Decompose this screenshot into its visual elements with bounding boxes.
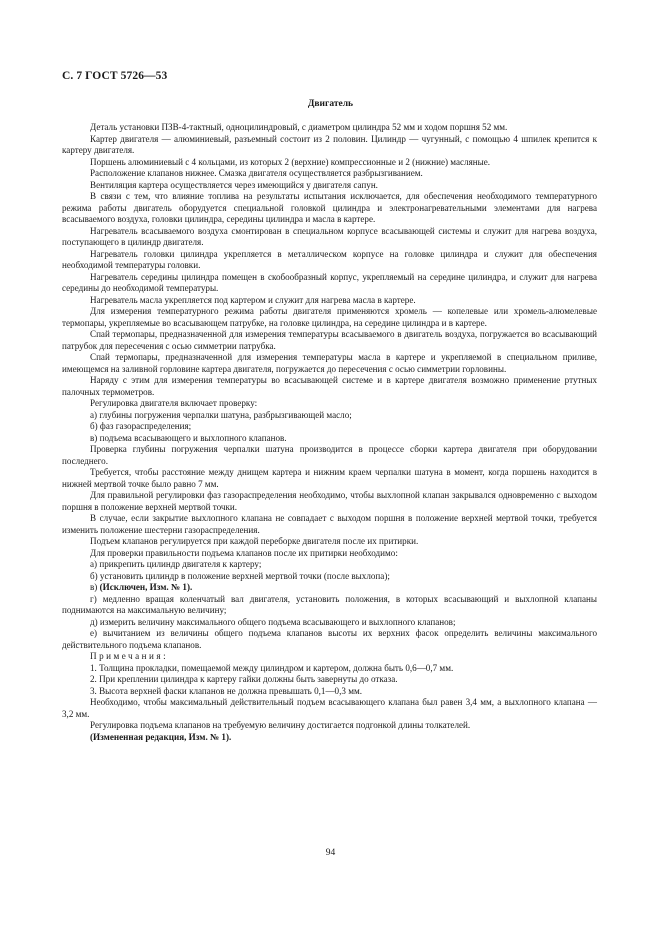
list-item: б) фаз газораспределения; bbox=[90, 421, 192, 431]
list-item: г) медленно вращая коленчатый вал двигателя, установить положения, в которых всасывающий и выхлопной клапаны поднимаются на максимальную величину; bbox=[62, 593, 597, 615]
paragraph: Для измерения температурного режима работы двигателя применяются хромель — копелевые или хромель-алюмелевые термопары, укрепляемые во всасывающем патрубке, на головке цилиндра, на середине цилиндра и в картере. bbox=[62, 306, 597, 328]
paragraph: Спай термопары, предназначенной для измерения температуры всасываемого в двигатель воздуха, погружается во всасывающий патрубок для пересечения с осью симметрии патрубка. bbox=[62, 329, 597, 351]
paragraph: Для проверки правильности подъема клапанов после их притирки необходимо: bbox=[90, 547, 398, 558]
note-item: 2. При креплении цилиндра к картеру гайки должны быть завернуты до отказа. bbox=[90, 674, 398, 684]
note-item: 3. Высота верхней фаски клапанов не должна превышать 0,1—0,3 мм. bbox=[90, 685, 362, 696]
list-item: д) измерить величину максимального общего подъема всасывающего и выхлопного клапанов; bbox=[90, 616, 456, 627]
page-number: 94 bbox=[325, 848, 336, 858]
paragraph: Картер двигателя — алюминиевый, разъемный состоит из 2 половин. Цилиндр — чугунный, с помощью 4 шпилек крепится к картеру двигателя. bbox=[62, 133, 597, 155]
list-item: е) вычитанием из величины общего подъема клапанов высоты их верхних фасок определить величины максимального действительного подъема клапанов. bbox=[62, 628, 597, 650]
paragraph: В связи с тем, что влияние топлива на результаты испытания исключается, для обеспечения необходимого температурного режима работы двигатель оборудуется специальной головкой цилиндра и электронагревательными элементами для нагрева всасываемого воздуха, головки цилиндра, середины цилиндра и масла в картере. bbox=[62, 191, 597, 224]
paragraph: Подъем клапанов регулируется при каждой переборке двигателя после их притирки. bbox=[90, 536, 419, 546]
paragraph: В случае, если закрытие выхлопного клапана не совпадает с выходом поршня в положение верхней мертвой точки, требуется изменить положение шестерни газораспределения. bbox=[62, 513, 597, 535]
paragraph: Необходимо, чтобы максимальный действительный подъем всасывающего клапана был равен 3,4 мм, а выхлопного клапана — 3,2 мм. bbox=[62, 697, 597, 719]
list-item: в) подъема всасывающего и выхлопного клапанов. bbox=[90, 432, 287, 443]
edition-note: (Измененная редакция, Изм. № 1). bbox=[90, 731, 232, 742]
paragraph: Деталь установки ПЗВ-4-тактный, одноцилиндровый, с диаметром цилиндра 52 мм и ходом поршня 52 мм. bbox=[90, 122, 508, 132]
paragraph: Нагреватель середины цилиндра помещен в скобообразный корпус, укрепляемый на середине цилиндра, и служит для нагрева середины до необходимой температуры. bbox=[62, 271, 597, 293]
paragraph: Поршень алюминиевый с 4 кольцами, из которых 2 (верхние) компрессионные и 2 (нижние) масляные. bbox=[90, 156, 491, 167]
paragraph: Проверка глубины погружения черпалки шатуна производится в процессе сборки картера двигателя при оборудовании последнего. bbox=[62, 444, 597, 466]
list-item bbox=[62, 582, 597, 594]
list-item: а) глубины погружения черпалки шатуна, разбрызгивающей масло; bbox=[90, 409, 352, 420]
paragraph: Регулировка двигателя включает проверку: bbox=[90, 398, 258, 408]
list-item: а) прикрепить цилиндр двигателя к картеру; bbox=[90, 559, 262, 569]
paragraph: Нагреватель всасываемого воздуха смонтирован в специальном корпусе всасывающей системы и служит для нагрева воздуха, поступающего в цилиндр двигателя. bbox=[62, 225, 597, 247]
paragraph: Наряду с этим для измерения температуры во всасывающей системе и в картере двигателя возможно применение ртутных палочных термометров. bbox=[62, 375, 597, 397]
paragraph: Нагреватель головки цилиндра укрепляется в металлическом корпусе на головке цилиндра и служит для обеспечения необходимой температуры головки. bbox=[62, 248, 597, 270]
paragraph: Вентиляция картера осуществляется через имеющийся у двигателя сапун. bbox=[90, 179, 378, 190]
paragraph: Расположение клапанов нижнее. Смазка двигателя осуществляется разбрызгиванием. bbox=[90, 168, 423, 178]
paragraph: Для правильной регулировки фаз газораспределения необходимо, чтобы выхлопной клапан закрывался одновременно с выходом поршня в положение верхней мертвой точки. bbox=[62, 490, 597, 512]
notes-label: Примечания: bbox=[90, 651, 169, 661]
list-item: б) установить цилиндр в положение верхней мертвой точки (после выхлопа); bbox=[90, 570, 390, 581]
paragraph: Требуется, чтобы расстояние между днищем картера и нижним краем черпалки шатуна в момент, когда поршень находится в нижней мертвой точке было равно 7 мм. bbox=[62, 467, 597, 489]
paragraph: Нагреватель масла укрепляется под картером и служит для нагрева масла в картере. bbox=[90, 294, 416, 305]
paragraph: Спай термопары, предназначенной для измерения температуры масла в картере и укрепляемой в специальном приливе, имеющемся на заливной горловине картера двигателя, погружается до пересечения с осью симметрии горловины. bbox=[62, 352, 597, 374]
section-title: Двигатель bbox=[307, 99, 354, 109]
page-header: С. 7 ГОСТ 5726—53 bbox=[62, 70, 168, 82]
paragraph: Регулировка подъема клапанов на требуемую величину достигается подгонкой длины толкателей. bbox=[90, 720, 471, 730]
item-v-prefix: в) bbox=[90, 582, 98, 592]
note-item: 1. Толщина прокладки, помещаемой между цилиндром и картером, должна быть 0,6—0,7 мм. bbox=[90, 662, 454, 673]
body-text bbox=[62, 122, 597, 743]
item-v-excluded: (Исключен, Изм. № 1). bbox=[99, 582, 193, 592]
